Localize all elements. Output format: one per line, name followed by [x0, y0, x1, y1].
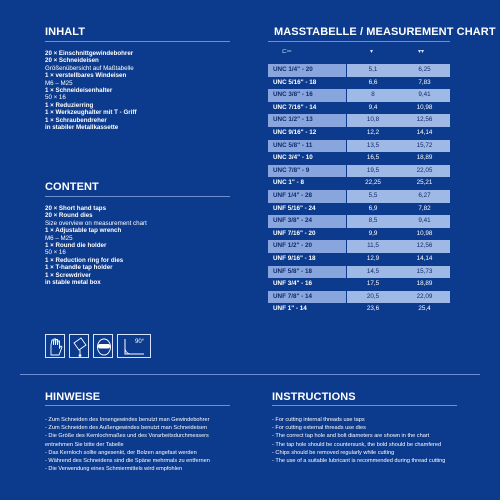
list-item: entnehmen Sie bitte der Tabelle [45, 441, 124, 448]
list-item: - For cutting internal threads use taps [272, 417, 365, 423]
hinweise-list [45, 416, 255, 473]
content-list [45, 205, 245, 286]
bolt-diameter-cell: 25,4 [399, 303, 450, 316]
list-item: 50 × 16 [45, 94, 66, 102]
hinweise-divider [45, 405, 230, 406]
tap-hole-cell: 12,2 [347, 127, 399, 140]
right-angle-icon [117, 334, 151, 358]
table-row [268, 152, 450, 165]
thread-size-cell: UNC 3/8" - 16 [268, 89, 346, 102]
thread-size-cell: UNF 9/16" - 18 [268, 253, 346, 266]
bolt-diameter-cell: 10,98 [399, 102, 450, 115]
thread-size-cell: UNF 3/8" - 24 [268, 215, 346, 228]
angle-label: 90° [135, 339, 145, 345]
bolt-diameter-cell: 12,56 [399, 114, 450, 127]
table-row [268, 89, 450, 102]
thread-size-cell: UNF 5/16" - 24 [268, 203, 346, 216]
tap-hole-cell: 11,5 [347, 240, 399, 253]
list-item: 50 × 16 [45, 249, 66, 257]
section-divider [20, 374, 480, 375]
list-item: 1 × Schneideisenhalter [45, 87, 113, 95]
table-row [268, 303, 450, 316]
list-item: - Die Verwendung eines Schmiermittels wird empfohlen [45, 466, 183, 473]
inhalt-title: INHALT [45, 26, 86, 38]
table-row [268, 165, 450, 178]
thread-size-cell: UNC 1" - 8 [268, 177, 346, 190]
list-item: - Während des Schneidens sind die Späne mehrmals zu entfernen [45, 458, 210, 465]
tap-hole-cell: 19,5 [347, 165, 399, 178]
instructions-list [272, 416, 487, 465]
tap-hole-cell: 22,25 [347, 177, 399, 190]
table-row [268, 240, 450, 253]
table-row [268, 127, 450, 140]
measurement-table [268, 42, 450, 316]
bolt-diameter-cell: 10,98 [399, 228, 450, 241]
tap-hole-cell: 16,5 [347, 152, 399, 165]
bolt-diameter-cell: 6,27 [399, 190, 450, 203]
bolt-diameter-cell: 7,83 [399, 77, 450, 90]
list-item: 1 × Werkzeughalter mit T - Griff [45, 109, 137, 117]
list-item: 20 × Round dies [45, 212, 93, 220]
content-divider [45, 196, 230, 197]
tap-hole-cell: 6,9 [347, 203, 399, 216]
table-row [268, 77, 450, 90]
thread-size-cell: UNC 7/16" - 14 [268, 102, 346, 115]
instructions-title: INSTRUCTIONS [272, 391, 356, 403]
tap-hole-cell: 8 [347, 89, 399, 102]
list-item: - The tap hole should be countersunk, the bold should be chamfered [272, 441, 442, 448]
table-row [268, 266, 450, 279]
thread-size-cell: UNF 1/4" - 28 [268, 190, 346, 203]
safety-goggles-icon [93, 334, 113, 358]
list-item: 1 × Adjustable tap wrench [45, 227, 122, 235]
list-item: M6 – M25 [45, 79, 73, 87]
table-row [268, 203, 450, 216]
table-row [268, 102, 450, 115]
bolt-diameter-cell: 9,41 [399, 89, 450, 102]
tap-hole-cell: 9,9 [347, 228, 399, 241]
list-item: in stabiler Metallkassette [45, 124, 119, 132]
thread-size-cell: UNF 1/2" - 20 [268, 240, 346, 253]
bolt-diameter-cell: 22,05 [399, 165, 450, 178]
tap-hole-cell: 5,5 [347, 190, 399, 203]
list-item: 1 × Reduction ring for dies [45, 256, 124, 264]
inhalt-list [45, 50, 245, 131]
bolt-diameter-cell: 7,82 [399, 203, 450, 216]
content-title: CONTENT [45, 181, 99, 193]
thread-size-cell: UNF 5/8" - 18 [268, 266, 346, 279]
table-row [268, 114, 450, 127]
bolt-diameter-cell: 18,89 [399, 152, 450, 165]
tap-hole-symbol-icon: ▾ [370, 49, 374, 55]
thread-size-symbol-icon: ⊏═ [282, 49, 292, 55]
tap-hole-cell: 6,6 [347, 77, 399, 90]
list-item: 20 × Short hand taps [45, 205, 107, 212]
thread-size-cell: UNC 1/4" - 20 [268, 64, 346, 77]
bolt-diameter-cell: 12,56 [399, 240, 450, 253]
inhalt-divider [45, 41, 230, 42]
list-item: 1 × verstellbares Windeisen [45, 72, 127, 80]
table-row [268, 177, 450, 190]
thread-size-cell: UNC 3/4" - 10 [268, 152, 346, 165]
list-item: 1 × T-handle tap holder [45, 264, 113, 272]
thread-size-cell: UNC 7/8" - 9 [268, 165, 346, 178]
thread-size-cell: UNC 5/16" - 18 [268, 77, 346, 90]
bolt-diameter-cell: 15,73 [399, 266, 450, 279]
table-row [268, 291, 450, 304]
thread-size-cell: UNC 9/16" - 12 [268, 127, 346, 140]
thread-size-cell: UNF 3/4" - 16 [268, 278, 346, 291]
list-item: 20 × Einschnittgewindebohrer [45, 50, 134, 57]
list-item: - Die Größe des Kernlochmaßes und des Vorarbeitsdurchmessers [45, 433, 209, 440]
tap-hole-cell: 17,5 [347, 278, 399, 291]
thread-size-cell: UNC 5/8" - 11 [268, 140, 346, 153]
tap-hole-cell: 9,4 [347, 102, 399, 115]
tap-hole-cell: 12,9 [347, 253, 399, 266]
bolt-diameter-cell: 18,89 [399, 278, 450, 291]
list-item: 1 × Reduzierring [45, 101, 94, 109]
table-row [268, 140, 450, 153]
tap-hole-cell: 20,5 [347, 291, 399, 304]
tap-hole-cell: 13,5 [347, 140, 399, 153]
list-item: 1 × Round die holder [45, 242, 107, 250]
tap-hole-cell: 23,6 [347, 303, 399, 316]
list-item: - The correct tap hole and bolt diameters are shown in the chart [272, 433, 430, 440]
table-row [268, 190, 450, 203]
bolt-diameter-cell: 14,14 [399, 127, 450, 140]
lubricant-oil-icon [69, 334, 89, 358]
hinweise-title: HINWEISE [45, 391, 101, 403]
thread-size-cell: UNF 7/8" - 14 [268, 291, 346, 304]
instructions-section [272, 391, 487, 465]
bolt-diameter-cell: 22,09 [399, 291, 450, 304]
tap-hole-cell: 5,1 [347, 64, 399, 77]
list-item: - Chips should be removed regularly while cutting [272, 449, 395, 456]
list-item: 1 × Screwdriver [45, 271, 91, 279]
table-row [268, 228, 450, 241]
instructions-divider [272, 405, 457, 406]
table-row [268, 253, 450, 266]
list-item: - Das Kernloch sollte angesenkt, der Bolzen angefast werden [45, 449, 197, 456]
tap-hole-cell: 14,5 [347, 266, 399, 279]
hinweise-section [45, 391, 255, 473]
list-item: M6 – M25 [45, 234, 73, 242]
gloves-icon [45, 334, 65, 358]
tap-hole-cell: 10,8 [347, 114, 399, 127]
list-item: 1 × Schraubendreher [45, 116, 107, 124]
bolt-diameter-cell: 15,72 [399, 140, 450, 153]
thread-size-cell: UNC 1/2" - 13 [268, 114, 346, 127]
chart-title: MASSTABELLE / MEASUREMENT CHART [274, 26, 496, 38]
bolt-diameter-cell: 14,14 [399, 253, 450, 266]
list-item: Size overview on measurement chart [45, 219, 147, 227]
table-row [268, 278, 450, 291]
thread-size-cell: UNF 1" - 14 [268, 303, 346, 316]
list-item: - Zum Schneiden des Innengewindes benutzt man Gewindebohrer [45, 417, 210, 423]
list-item: - Zum Schneiden des Außengewindes benutzt man Schneideisen [45, 425, 208, 432]
list-item: - For cutting external threads use dies [272, 425, 366, 432]
thread-size-cell: UNF 7/16" - 20 [268, 228, 346, 241]
tap-hole-cell: 8,5 [347, 215, 399, 228]
list-item: Größenübersicht auf Maßtabelle [45, 64, 134, 72]
bolt-diameter-cell: 9,41 [399, 215, 450, 228]
bolt-diameter-symbol-icon: ▾▾ [418, 49, 425, 55]
list-item: in stable metal box [45, 279, 101, 287]
table-header-row [268, 42, 450, 64]
bolt-diameter-cell: 6,25 [399, 64, 450, 77]
bolt-diameter-cell: 25,21 [399, 177, 450, 190]
list-item: 20 × Schneideisen [45, 57, 99, 65]
table-row [268, 64, 450, 77]
list-item: - The use of a suitable lubricant is recommended during thread cutting [272, 458, 446, 465]
table-row [268, 215, 450, 228]
